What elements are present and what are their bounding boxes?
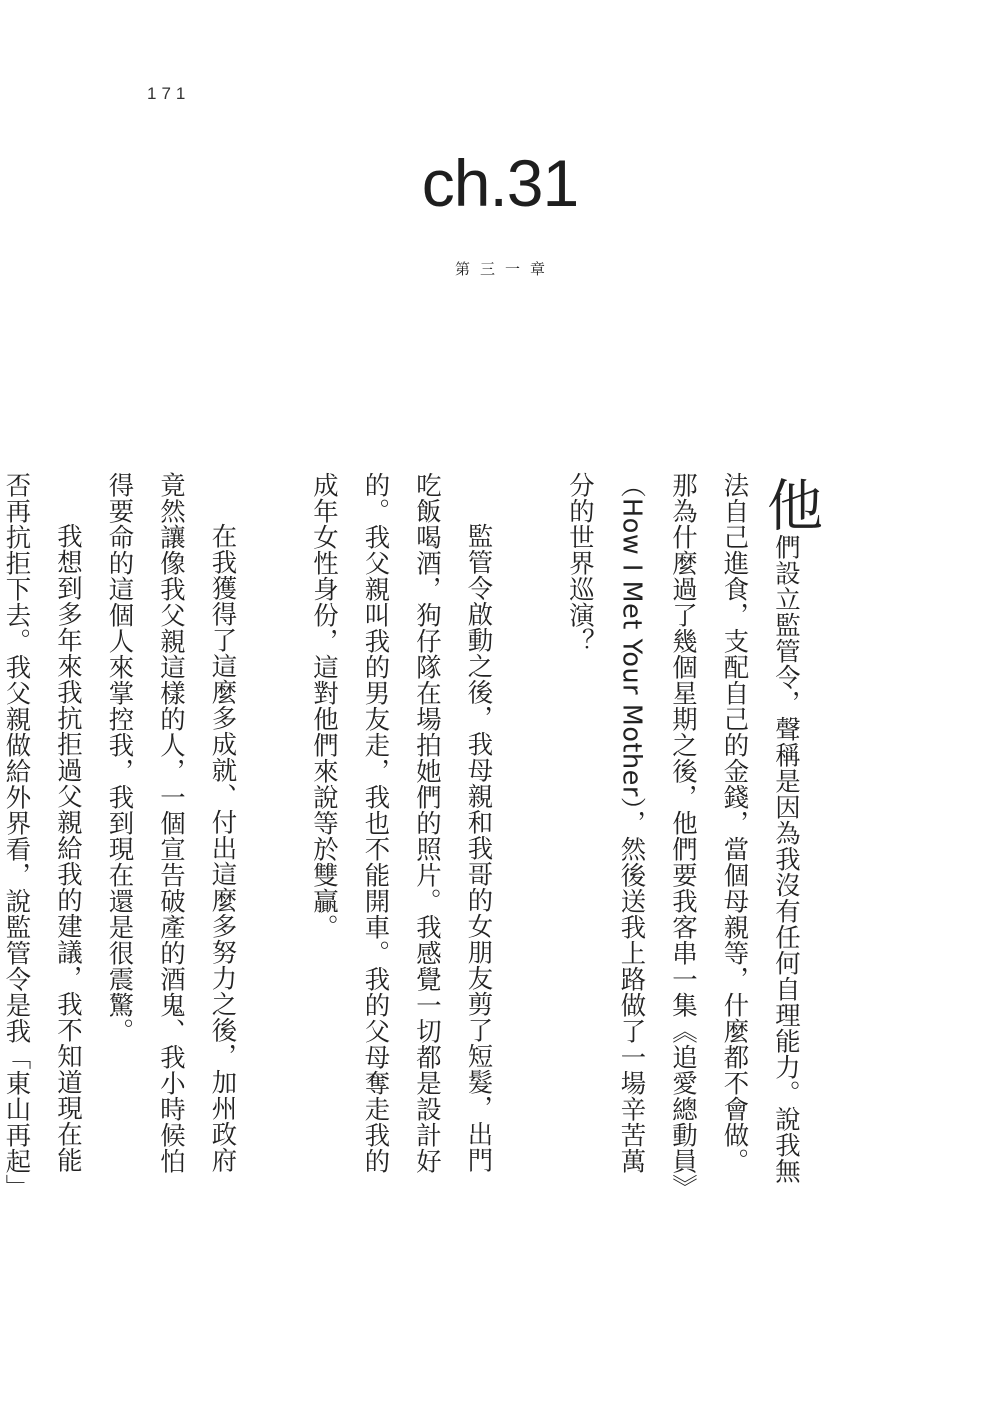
paragraph-4-text: 我想到多年來我抗拒過父親給我的建議，我不知道現在能否再抗拒下去。我父親做給外界看，說監管令是我「東山再起」 — [2, 472, 84, 1188]
paragraph-2-text: 監管令啟動之後，我母親和我哥的女朋友剪了短髮，出門吃飯喝酒，狗仔隊在場拍她們的照片。我感覺一切都是設計好的。我父親叫我的男友走，我也不能開車。我的父母奪走我的成年女性身份，這對他們來說等於雙贏。 — [310, 472, 495, 1174]
page-number: 171 — [147, 84, 191, 103]
chapter-title: ch.31 — [421, 146, 579, 220]
chapter-subtitle: 第三一章 — [454, 260, 555, 278]
paragraph-3 — [94, 472, 249, 1192]
body-text — [0, 472, 862, 1192]
drop-cap: 他 — [758, 475, 823, 533]
paragraph-1 — [555, 472, 823, 1192]
paragraph-1-text: 們設立監管令，聲稱是因為我沒有任何自理能力。說我無法自己進食，支配自己的金錢，當個母親等，什麼都不會做。那為什麼過了幾個星期之後，他們要我客串一集《追愛總動員》（How I Met Your Mother），然後送我上路做了一場辛苦萬分的世界巡演？ — [566, 472, 802, 1188]
paragraph-3-text: 在我獲得了這麼多成就、付出這麼多努力之後，加州政府竟然讓像我父親這樣的人，一個宣告破產的酒鬼、我小時候怕得要命的這個人來掌控我，我到現在還是很震驚。 — [105, 472, 239, 1174]
paragraph-4 — [0, 472, 94, 1192]
paragraph-2 — [299, 472, 505, 1192]
